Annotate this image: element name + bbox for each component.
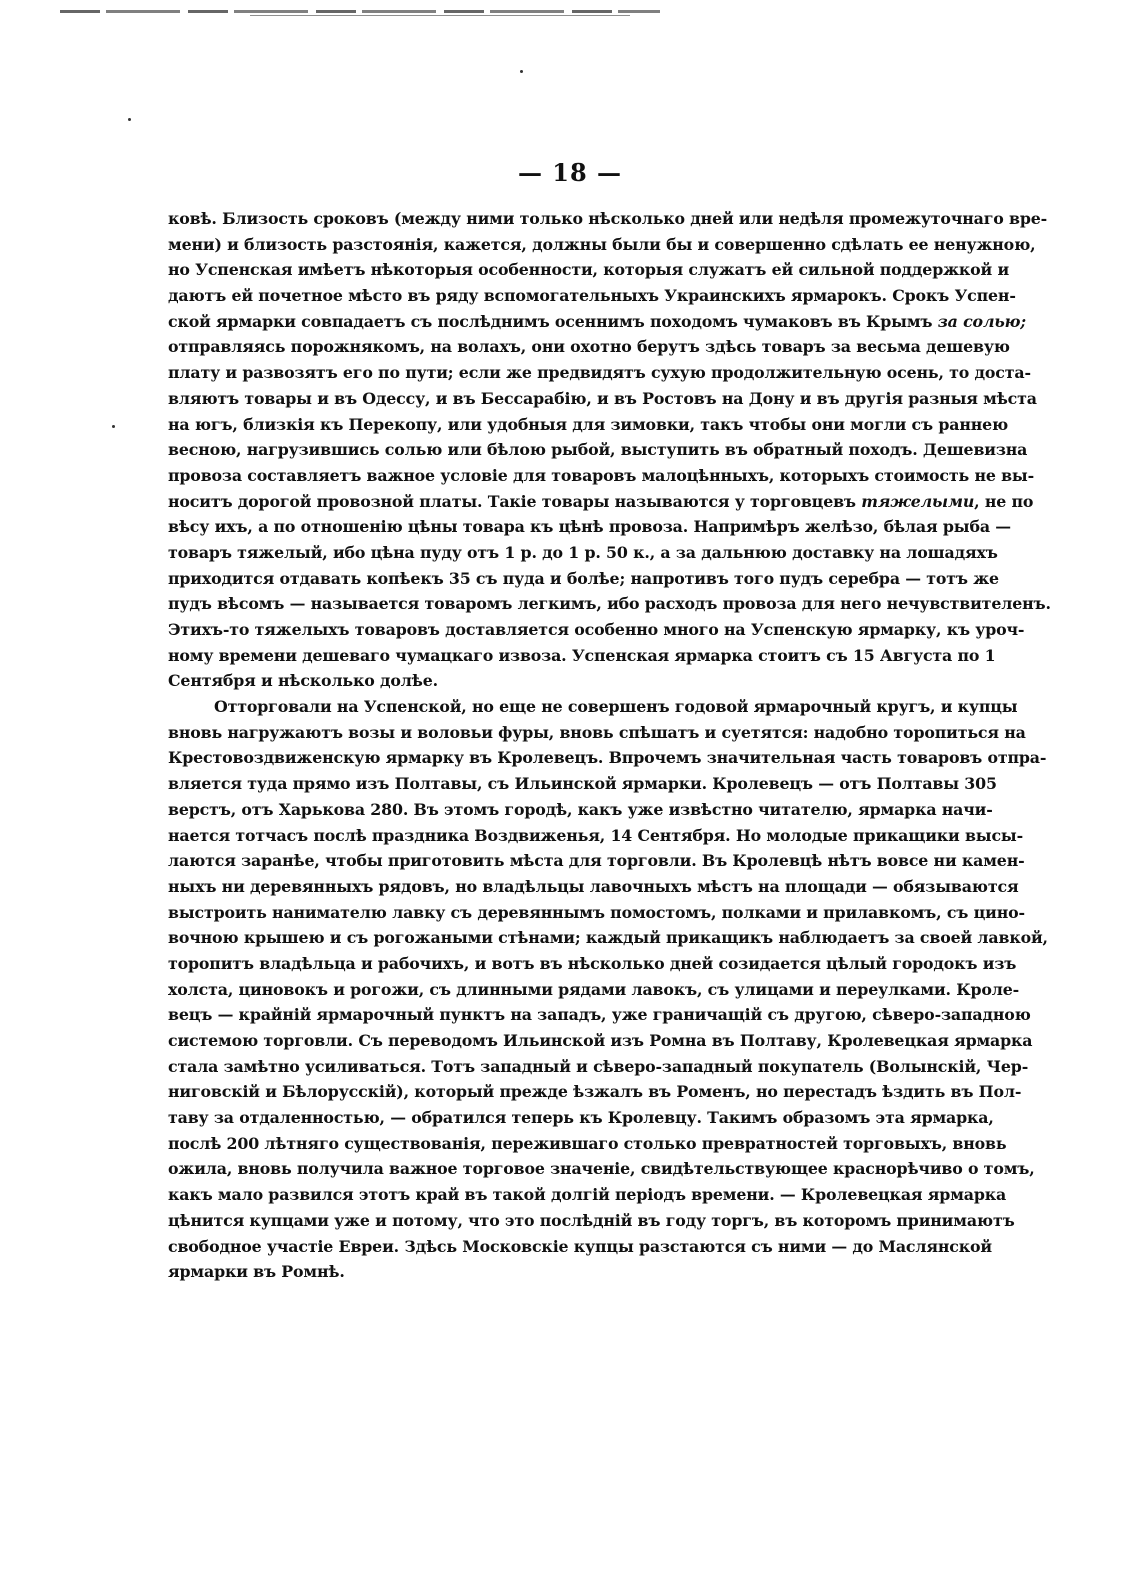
text-line	[168, 668, 992, 694]
italic-text: тяжелыми	[861, 491, 975, 511]
italic-text: за солью;	[937, 311, 1026, 331]
text-segment: верстъ, отъ Харькова 280. Въ этомъ городѣ, какъ уже извѣстно читателю, ярмарка начи-	[168, 799, 993, 819]
text-line	[168, 925, 1048, 951]
text-line	[168, 514, 1011, 540]
text-segment: цѣнится купцами уже и потому, что это послѣдній въ году торгъ, въ которомъ принимаютъ	[168, 1210, 1015, 1230]
text-line	[168, 977, 1020, 1003]
text-line	[168, 1259, 992, 1285]
text-segment: на югъ, близкія къ Перекопу, или удобныя для зимовки, такъ чтобы они могли съ раннею	[168, 414, 1009, 434]
text-segment: ожила, вновь получила важное торговое значеніе, свидѣтельствующее краснорѣчиво о томъ,	[168, 1159, 1035, 1179]
text-line	[168, 823, 1024, 849]
print-speck	[128, 118, 131, 121]
text-line	[168, 463, 1035, 489]
text-segment: торопитъ владѣльца и рабочихъ, и вотъ въ нѣсколько дней созидается цѣлый городокъ изъ	[168, 953, 1017, 973]
text-segment: какъ мало развился этотъ край въ такой долгій періодъ времени. — Кролевецкая ярмарка	[168, 1185, 1007, 1205]
text-line	[168, 309, 1026, 335]
text-line	[168, 617, 1025, 643]
text-segment: свободное участіе Евреи. Здѣсь Московскіе купцы разстаются съ ними — до Маслянской	[168, 1236, 992, 1256]
text-segment: таву за отдаленностью, — обратился теперь къ Кролевцу. Такимъ образомъ эта ярмарка,	[168, 1108, 994, 1128]
text-line	[168, 1105, 992, 1131]
text-segment: послѣ 200 лѣтняго существованія, пережившаго столько превратностей торговыхъ, вновь	[168, 1133, 1007, 1153]
text-segment: ской ярмарки совпадаетъ съ послѣднимъ осеннимъ походомъ чумаковъ въ Крымъ	[168, 311, 938, 331]
text-line	[168, 797, 992, 823]
text-segment: вѣсу ихъ, а по отношенію цѣны товара къ цѣнѣ провоза. Напримѣръ желѣзо, бѣлая рыба —	[168, 517, 1011, 537]
text-line	[168, 745, 1047, 771]
text-line	[168, 1208, 1015, 1234]
text-segment: пудъ вѣсомъ — называется товаромъ легкимъ, ибо расходъ провоза для него нечувствителенъ.	[168, 594, 1051, 614]
print-speck	[112, 425, 115, 428]
text-line	[168, 540, 998, 566]
text-line	[168, 694, 1018, 720]
top-edge-rule-thin	[250, 15, 630, 16]
text-line	[168, 1054, 1029, 1080]
text-line	[168, 1028, 1033, 1054]
text-line	[168, 437, 1028, 463]
text-segment: Этихъ-то тяжелыхъ товаровъ доставляется особенно много на Успенскую ярмарку, къ уроч-	[168, 620, 1025, 639]
text-line	[168, 1079, 1022, 1105]
top-edge-rule	[60, 10, 660, 13]
text-segment: приходится отдавать копѣекъ 35 съ пуда и болѣе; напротивъ того пудъ серебра — тотъ же	[168, 568, 999, 588]
text-line	[168, 848, 1025, 874]
text-line	[168, 1182, 1007, 1208]
text-line	[168, 283, 1016, 309]
text-segment: Отторговали на Успенской, но еще не совершенъ годовой ярмарочный кругъ, и купцы	[214, 697, 1018, 717]
text-line	[168, 1156, 1035, 1182]
text-segment: вецъ — крайній ярмарочный пунктъ на западъ, уже граничащій съ другою, сѣверо-западною	[168, 1005, 1031, 1025]
text-segment: вновь нагружаютъ возы и воловьи фуры, вновь спѣшатъ и суетятся: надобно торопиться на	[168, 722, 1026, 742]
text-segment: весною, нагрузившись солью или бѣлою рыбой, выступить въ обратный походъ. Дешевизна	[168, 440, 1028, 460]
text-segment: ковѣ. Близость сроковъ (между ними только нѣсколько дней или недѣля промежуточнаго вре-	[168, 209, 1048, 228]
text-line	[168, 1234, 992, 1260]
text-segment: Крестовоздвиженскую ярмарку въ Кролевецъ. Впрочемъ значительная часть товаровъ отпра-	[168, 748, 1047, 768]
text-line	[168, 566, 999, 592]
print-speck	[520, 70, 523, 73]
text-segment: провоза составляетъ важное условіе для товаровъ малоцѣнныхъ, которыхъ стоимость не вы-	[168, 465, 1035, 485]
text-segment: Сентября и нѣсколько долѣе.	[168, 671, 438, 691]
text-line	[168, 951, 1017, 977]
text-segment: ярмарки въ Ромнѣ.	[168, 1262, 345, 1282]
text-segment: ныхъ ни деревянныхъ рядовъ, но владѣльцы лавочныхъ мѣстъ на площади — обязываются	[168, 876, 1019, 896]
text-line	[168, 1131, 1007, 1157]
text-line	[168, 334, 1010, 360]
page-number: — 18 —	[517, 158, 623, 187]
text-line	[168, 386, 1037, 412]
text-segment: нается тотчасъ послѣ праздника Воздвиженья, 14 Сентября. Но молодые прикащики высы-	[168, 825, 1024, 845]
text-segment: ниговскій и Бѣлорусскій), который прежде ѣзжалъ въ Роменъ, но перестадъ ѣздить въ Пол-	[168, 1082, 1022, 1102]
text-segment: вляютъ товары и въ Одессу, и въ Бессарабію, и въ Ростовъ на Дону и въ другія разныя мѣста	[168, 388, 1037, 408]
text-segment: отправляясь порожнякомъ, на волахъ, они охотно берутъ здѣсь товаръ за весьма дешевую	[168, 337, 1010, 357]
text-line	[168, 489, 1034, 515]
text-segment: стала замѣтно усиливаться. Тотъ западный и сѣверо-западный покупатель (Волынскій, Чер-	[168, 1056, 1029, 1076]
text-segment: лаются заранѣе, чтобы приготовить мѣста для торговли. Въ Кролевцѣ нѣтъ вовсе ни камен-	[168, 851, 1025, 871]
text-segment: ному времени дешеваго чумацкаго извоза. Успенская ярмарка стоитъ съ 15 Августа по 1	[168, 645, 996, 665]
text-line	[168, 257, 1010, 283]
paragraph	[168, 694, 1048, 1285]
text-segment: даютъ ей почетное мѣсто въ ряду вспомогательныхъ Украинскихъ ярмарокъ. Срокъ Успен-	[168, 286, 1016, 306]
text-segment: но Успенская имѣетъ нѣкоторыя особенности, которыя служатъ ей сильной поддержкой и	[168, 260, 1010, 280]
text-line	[168, 412, 1009, 438]
text-segment: плату и развозятъ его по пути; если же предвидятъ сухую продолжительную осень, то доста-	[168, 363, 1031, 383]
text-segment: мени) и близость разстоянія, кажется, должны были бы и совершенно сдѣлать ее ненужною,	[168, 234, 1036, 254]
paragraph	[168, 206, 1051, 694]
text-line	[168, 206, 1048, 232]
text-segment: , не по	[974, 491, 1034, 511]
text-line	[168, 591, 1051, 617]
text-segment: товаръ тяжелый, ибо цѣна пуду отъ 1 р. до 1 р. 50 к., а за дальнюю доставку на лошадяхъ	[168, 542, 998, 562]
text-line	[168, 771, 997, 797]
text-line	[168, 232, 1036, 258]
text-segment: холста, циновокъ и рогожи, съ длинными рядами лавокъ, съ улицами и переулками. Кроле-	[168, 979, 1020, 999]
text-segment: системою торговли. Съ переводомъ Ильинской изъ Ромна въ Полтаву, Кролевецкая ярмарка	[168, 1031, 1033, 1050]
text-line	[168, 360, 1031, 386]
text-segment: вляется туда прямо изъ Полтавы, съ Ильинской ярмарки. Кролевецъ — отъ Полтавы 305	[168, 774, 997, 794]
text-line	[168, 874, 1019, 900]
text-segment: носитъ дорогой провозной платы. Такіе товары называются у торговцевъ	[168, 491, 862, 511]
text-line	[168, 643, 996, 669]
text-line	[168, 1002, 1031, 1028]
text-line	[168, 720, 1026, 746]
body-text	[168, 206, 1051, 1285]
text-segment: вочною крышею и съ рогожаными стѣнами; каждый прикащикъ наблюдаетъ за своей лавкой,	[168, 928, 1048, 948]
text-line	[168, 900, 1025, 926]
text-segment: выстроить нанимателю лавку съ деревяннымъ помостомъ, полками и прилавкомъ, съ цино-	[168, 902, 1025, 922]
